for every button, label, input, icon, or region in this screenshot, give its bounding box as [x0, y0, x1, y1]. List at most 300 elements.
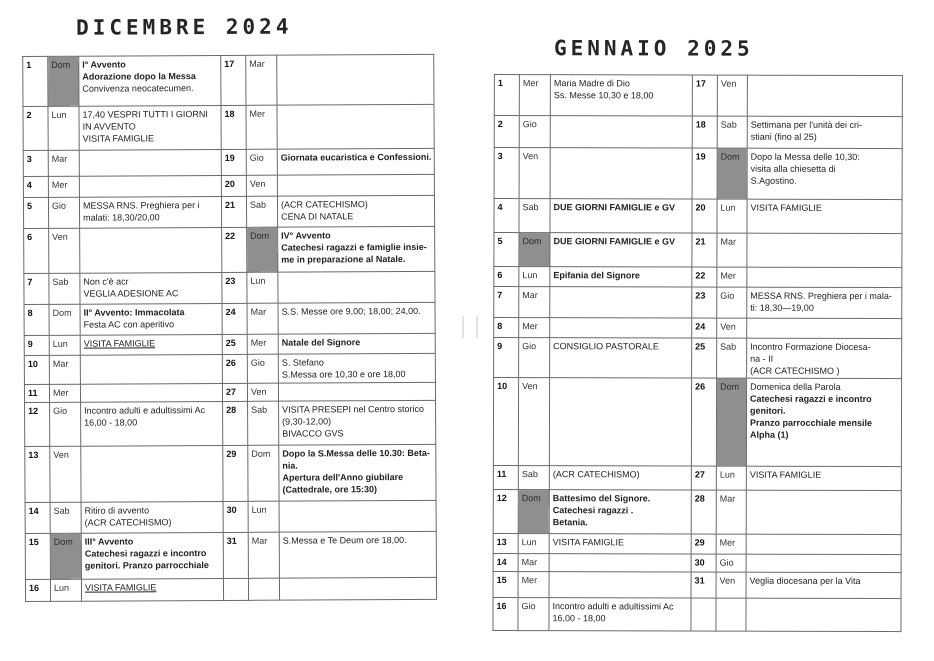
- day-number: 5: [23, 197, 48, 228]
- event-line: Catechesi ragazzi e incontro: [750, 393, 872, 404]
- event-cell: [746, 466, 901, 490]
- event-cell: [81, 501, 223, 533]
- event-line: MESSA RNS. Preghiera per i mala-: [750, 290, 892, 302]
- event-line: (ACR CATECHISMO): [84, 517, 172, 528]
- event-cell: [278, 382, 435, 401]
- day-number: 16: [493, 597, 518, 630]
- day-number: 10: [493, 378, 518, 466]
- weekday-cell: Lun: [717, 199, 747, 233]
- weekday-cell: [716, 598, 746, 631]
- event-cell: [278, 353, 435, 383]
- event-cell: [278, 302, 435, 334]
- day-number: 19: [692, 148, 717, 199]
- day-number: 21: [221, 196, 246, 227]
- event-cell: [277, 148, 434, 175]
- day-number: 15: [493, 571, 518, 597]
- event-cell: [278, 271, 435, 303]
- weekday-cell: Lun: [716, 466, 746, 490]
- event-cell: [550, 287, 692, 318]
- event-cell: [550, 116, 692, 148]
- day-number: 18: [221, 105, 246, 149]
- weekday-cell: Mer: [519, 318, 550, 338]
- day-number: 17: [692, 75, 717, 116]
- event-line: Convivenza neocatecumen.: [82, 83, 194, 94]
- event-cell: [79, 55, 221, 106]
- day-number: 30: [223, 501, 248, 532]
- event-line: S.Messa e Te Deum ore 18,00.: [282, 534, 407, 546]
- table-row: [25, 500, 436, 533]
- event-cell: [278, 333, 435, 354]
- day-number: 12: [25, 402, 50, 446]
- event-line: VEGLIA ADESIONE AC: [83, 288, 179, 299]
- december-page: [22, 12, 437, 602]
- event-line: I° Avvento: [82, 59, 126, 70]
- weekday-cell: Gio: [716, 554, 746, 572]
- day-number: 26: [691, 378, 716, 466]
- event-line: S.Messa ore 10,30 e ore 18,00: [281, 368, 406, 380]
- weekday-cell: Sab: [246, 196, 277, 227]
- table-row: [24, 382, 435, 402]
- day-number: 11: [24, 384, 49, 402]
- event-line: CENA DI NATALE: [281, 211, 354, 222]
- table-row: [494, 267, 902, 288]
- event-cell: [550, 233, 692, 267]
- event-cell: [81, 578, 223, 601]
- weekday-cell: Mer: [247, 334, 278, 354]
- weekday-cell: Dom: [247, 227, 278, 272]
- day-number: 6: [24, 228, 49, 273]
- table-row: [23, 104, 434, 150]
- event-cell: [80, 272, 222, 304]
- event-cell: [279, 577, 436, 600]
- event-cell: [279, 500, 436, 532]
- day-number: 31: [223, 532, 248, 578]
- day-number: 10: [24, 355, 49, 384]
- event-cell: [279, 444, 436, 501]
- weekday-cell: Lun: [519, 267, 550, 287]
- weekday-cell: Mer: [48, 176, 79, 197]
- table-row: [24, 271, 435, 304]
- event-line: (ACR CATECHISMO): [280, 199, 368, 210]
- day-number: 25: [692, 338, 717, 378]
- january-calendar-table: [492, 74, 902, 632]
- day-number: 2: [23, 106, 48, 150]
- day-number: [223, 578, 248, 600]
- event-line: VISITA FAMIGLIE: [82, 133, 155, 144]
- day-number: 7: [494, 287, 519, 318]
- table-row: [23, 195, 434, 228]
- event-cell: [746, 534, 901, 554]
- day-number: 1: [494, 75, 519, 116]
- weekday-cell: Lun: [50, 579, 81, 601]
- weekday-cell: Mer: [518, 572, 549, 598]
- table-row: [24, 333, 435, 355]
- event-line: 16,00 - 18,00: [84, 417, 138, 428]
- table-row: [493, 465, 901, 490]
- weekday-cell: Lun: [49, 335, 80, 355]
- weekday-cell: Sab: [717, 116, 747, 148]
- event-cell: [550, 75, 692, 116]
- day-number: 9: [24, 335, 49, 355]
- event-cell: [277, 54, 434, 105]
- event-cell: [746, 378, 901, 466]
- day-number: 28: [223, 401, 248, 445]
- day-number: 19: [221, 149, 246, 175]
- weekday-cell: Dom: [518, 490, 549, 534]
- event-line: na - II: [750, 353, 774, 364]
- weekday-cell: Mer: [246, 105, 277, 149]
- weekday-cell: Ven: [50, 446, 81, 502]
- december-calendar-table: [22, 54, 437, 602]
- january-page: [492, 34, 902, 632]
- event-line: IV° Avvento: [281, 230, 331, 241]
- event-cell: [747, 267, 902, 287]
- event-line: genitori.: [750, 405, 786, 416]
- event-cell: [747, 116, 902, 148]
- weekday-cell: Dom: [50, 533, 81, 579]
- weekday-cell: Sab: [49, 273, 80, 304]
- weekday-cell: Mar: [247, 303, 278, 334]
- day-number: 3: [23, 150, 48, 176]
- event-line: III° Avvento: [84, 536, 134, 547]
- event-line: Domenica della Parola: [750, 381, 841, 392]
- day-number: 29: [691, 534, 716, 554]
- event-line: Non c'è acr: [83, 276, 129, 287]
- day-number: 24: [692, 318, 717, 338]
- event-cell: [550, 318, 692, 338]
- weekday-cell: Sab: [50, 502, 81, 533]
- event-line: CONSIGLIO PASTORALE: [553, 341, 659, 352]
- day-number: 30: [691, 554, 716, 572]
- event-cell: [747, 233, 902, 267]
- table-row: [24, 226, 435, 273]
- event-cell: [81, 401, 223, 446]
- day-number: 11: [493, 465, 518, 489]
- day-number: 4: [23, 176, 48, 197]
- event-line: Veglia diocesana per la Vita: [749, 575, 861, 586]
- page-fold-mark: [462, 316, 478, 338]
- day-number: 4: [494, 199, 519, 233]
- weekday-cell: Dom: [48, 56, 79, 106]
- event-cell: [278, 226, 435, 272]
- event-cell: [746, 554, 901, 572]
- event-line: Giornata eucaristica e Confessioni.: [280, 151, 432, 163]
- weekday-cell: Mer: [716, 534, 746, 554]
- event-cell: [79, 196, 221, 228]
- day-number: 31: [691, 572, 716, 598]
- day-number: 22: [222, 227, 247, 272]
- event-line: nia.: [282, 460, 298, 471]
- weekday-cell: Mar: [717, 233, 747, 267]
- table-row: [494, 338, 902, 379]
- event-line: Dopo la Messa delle 10,30:: [750, 151, 860, 162]
- day-number: 20: [692, 199, 717, 233]
- event-line: Pranzo parrocchiale mensile: [749, 417, 873, 428]
- table-row: [494, 116, 902, 149]
- weekday-cell: Mar: [519, 287, 550, 318]
- day-number: 21: [692, 233, 717, 267]
- event-line: VISITA FAMIGLIE: [750, 202, 822, 213]
- weekday-cell: Mar: [716, 490, 746, 534]
- weekday-cell: Dom: [248, 445, 279, 501]
- event-line: Incontro adulti e adultissimi Ac: [552, 601, 674, 612]
- weekday-cell: Gio: [48, 197, 79, 228]
- day-number: 3: [494, 148, 519, 199]
- day-number: 27: [222, 383, 247, 401]
- weekday-cell: Gio: [247, 354, 278, 383]
- weekday-cell: Mar: [49, 355, 80, 384]
- event-line: IN AVVENTO: [82, 121, 136, 132]
- day-number: 22: [692, 267, 717, 287]
- weekday-cell: Dom: [49, 304, 80, 335]
- event-cell: [746, 572, 901, 598]
- weekday-cell: Gio: [246, 149, 277, 175]
- day-number: 5: [494, 233, 519, 267]
- event-cell: [549, 572, 691, 598]
- day-number: 20: [221, 175, 246, 196]
- weekday-cell: Sab: [518, 466, 549, 490]
- weekday-cell: Ven: [717, 75, 747, 116]
- event-cell: [80, 227, 222, 273]
- event-line: Settimana per l'unità dei cri-: [750, 119, 863, 130]
- event-cell: [747, 338, 902, 378]
- event-line: Ss. Messe 10,30 e 18,00: [553, 90, 654, 101]
- weekday-cell: Dom: [716, 378, 746, 466]
- weekday-cell: Sab: [717, 338, 747, 378]
- event-line: (9,30-12,00): [282, 416, 332, 427]
- event-cell: [747, 148, 902, 199]
- weekday-cell: Gio: [518, 598, 549, 631]
- event-line: Adorazione dopo la Messa: [82, 71, 196, 82]
- event-cell: [549, 378, 691, 466]
- event-cell: [747, 199, 902, 233]
- weekday-cell: Ven: [49, 228, 80, 273]
- table-row: [25, 531, 436, 579]
- table-row: [25, 444, 436, 502]
- event-line: Dopo la S.Messa delle 10.30: Beta-: [282, 447, 430, 459]
- event-line: Catechesi ragazzi .: [552, 505, 634, 516]
- event-line: VISITA FAMIGLIE: [749, 469, 822, 480]
- weekday-cell: Dom: [519, 233, 550, 267]
- table-row: [493, 571, 901, 598]
- event-cell: [747, 287, 902, 318]
- event-line: II° Avvento: Immacolata: [83, 307, 185, 318]
- day-number: 29: [223, 445, 248, 501]
- event-cell: [81, 532, 223, 579]
- day-number: 9: [494, 338, 519, 378]
- event-cell: [277, 195, 434, 227]
- weekday-cell: Lun: [248, 501, 279, 532]
- event-line: stiani (fino al 25): [750, 131, 817, 142]
- event-cell: [549, 534, 691, 554]
- event-cell: [81, 445, 223, 502]
- weekday-cell: Lun: [247, 272, 278, 303]
- event-cell: [79, 105, 221, 150]
- event-cell: [550, 199, 692, 233]
- weekday-cell: Sab: [519, 199, 550, 233]
- event-cell: [550, 267, 692, 287]
- weekday-cell: [248, 578, 279, 600]
- weekday-cell: Gio: [519, 338, 550, 378]
- event-cell: [747, 318, 902, 338]
- event-cell: [80, 334, 222, 355]
- table-row: [24, 302, 435, 335]
- table-row: [24, 353, 435, 384]
- table-row: [493, 489, 901, 534]
- event-line: Maria Madre di Dio: [553, 78, 630, 89]
- weekday-cell: Ven: [519, 148, 550, 199]
- day-number: 23: [692, 287, 717, 318]
- event-cell: [746, 598, 901, 631]
- day-number: 1: [23, 56, 48, 106]
- weekday-cell: Gio: [717, 287, 747, 318]
- event-line: me in preparazione al Natale.: [281, 253, 406, 265]
- day-number: 13: [493, 533, 518, 553]
- table-row: [493, 378, 901, 467]
- weekday-cell: Mar: [246, 55, 277, 105]
- event-line: VISITA FAMIGLIE: [84, 582, 157, 593]
- event-line: VISITA FAMIGLIE: [83, 338, 156, 349]
- table-row: [494, 75, 902, 117]
- weekday-cell: Dom: [717, 148, 747, 199]
- day-number: 8: [494, 318, 519, 338]
- event-line: VISITA PRESEPI nel Centro storico: [282, 403, 424, 415]
- day-number: 18: [692, 116, 717, 148]
- event-line: ti: 18,30—19,00: [750, 302, 814, 313]
- table-row: [493, 553, 901, 572]
- table-row: [493, 533, 901, 554]
- month-title-january: GENNAIO 2025: [553, 36, 754, 61]
- weekday-cell: Gio: [50, 402, 81, 446]
- event-line: MESSA RNS. Preghiera per i: [82, 200, 200, 211]
- table-row: [494, 287, 902, 319]
- event-line: (ACR CATECHISMO ): [750, 365, 840, 376]
- weekday-cell: Mer: [519, 75, 550, 116]
- day-number: 26: [222, 354, 247, 383]
- day-number: 28: [691, 490, 716, 534]
- event-cell: [747, 75, 902, 116]
- event-line: S. Stefano: [281, 357, 324, 368]
- table-row: [494, 148, 902, 200]
- event-cell: [279, 400, 436, 445]
- event-line: DUE GIORNI FAMIGLIE e GV: [553, 236, 675, 247]
- event-line: Natale del Signore: [281, 337, 361, 348]
- month-title-december: DICEMBRE 2024: [76, 14, 293, 40]
- weekday-cell: Ven: [247, 383, 278, 401]
- event-line: Apertura dell'Anno giubilare: [282, 472, 404, 483]
- table-row: [23, 54, 434, 106]
- event-line: Incontro Formazione Diocesa-: [750, 341, 871, 352]
- event-cell: [549, 466, 691, 490]
- event-cell: [550, 338, 692, 378]
- event-line: Ritiro di avvento: [84, 505, 150, 516]
- event-line: malati: 18,30/20,00: [83, 212, 160, 223]
- day-number: 25: [222, 334, 247, 354]
- event-line: BIVACCO GVS: [282, 428, 344, 439]
- table-row: [494, 199, 902, 234]
- event-line: Festa AC con aperitivo: [83, 319, 175, 330]
- day-number: 16: [25, 579, 50, 601]
- event-line: Epifania del Signore: [553, 270, 640, 281]
- event-cell: [277, 104, 434, 149]
- day-number: 6: [494, 267, 519, 287]
- day-number: 2: [494, 116, 519, 148]
- weekday-cell: Mer: [717, 267, 747, 287]
- event-line: Catechesi ragazzi e incontro: [84, 548, 207, 559]
- weekday-cell: Sab: [248, 401, 279, 445]
- event-line: genitori. Pranzo parrocchiale: [84, 560, 209, 571]
- event-cell: [80, 354, 222, 384]
- table-row: [23, 148, 434, 176]
- day-number: 13: [25, 446, 50, 502]
- day-number: 14: [493, 553, 518, 571]
- event-line: Betania.: [552, 517, 588, 528]
- table-row: [493, 597, 901, 631]
- day-number: 27: [691, 466, 716, 490]
- table-row: [494, 233, 902, 268]
- event-cell: [277, 174, 434, 196]
- day-number: 24: [222, 303, 247, 334]
- event-line: visita alla chiesetta di: [750, 163, 836, 174]
- table-row: [25, 577, 436, 601]
- weekday-cell: Mar: [518, 554, 549, 572]
- event-line: 17,40 VESPRI TUTTI I GIORNI: [82, 109, 208, 120]
- event-line: Alpha (1): [749, 429, 789, 440]
- event-line: Incontro adulti e adultissimi Ac: [84, 405, 206, 416]
- event-cell: [79, 149, 221, 176]
- table-row: [494, 318, 902, 339]
- weekday-cell: Gio: [519, 116, 550, 148]
- event-cell: [549, 554, 691, 572]
- event-cell: [80, 383, 222, 402]
- day-number: 17: [221, 55, 246, 105]
- event-line: 16,00 - 18,00: [552, 613, 606, 624]
- event-line: (Cattedrale, ore 15:30): [282, 484, 378, 495]
- day-number: 15: [25, 533, 50, 579]
- weekday-cell: Ven: [246, 175, 277, 196]
- day-number: 14: [25, 502, 50, 533]
- table-row: [25, 400, 436, 446]
- weekday-cell: Lun: [48, 106, 79, 150]
- event-line: S.S. Messe ore 9,00; 18,00; 24,00.: [281, 305, 421, 317]
- weekday-cell: Lun: [518, 534, 549, 554]
- weekday-cell: Mer: [49, 384, 80, 402]
- event-cell: [549, 598, 691, 631]
- day-number: 7: [24, 273, 49, 304]
- event-cell: [746, 490, 901, 534]
- day-number: 23: [222, 272, 247, 303]
- weekday-cell: Ven: [518, 378, 549, 466]
- weekday-cell: Ven: [717, 318, 747, 338]
- weekday-cell: Mar: [48, 150, 79, 176]
- table-row: [23, 174, 434, 197]
- event-cell: [80, 303, 222, 335]
- weekday-cell: Mar: [248, 532, 279, 578]
- day-number: 8: [24, 304, 49, 335]
- event-cell: [550, 148, 692, 199]
- event-cell: [549, 490, 691, 534]
- event-line: Catechesi ragazzi e famiglie insie-: [281, 241, 427, 253]
- day-number: [691, 598, 716, 631]
- event-line: DUE GIORNI FAMIGLIE e GV: [553, 202, 676, 213]
- event-line: S.Agostino.: [750, 175, 797, 186]
- event-cell: [79, 175, 221, 197]
- day-number: 12: [493, 489, 518, 533]
- event-line: VISITA FAMIGLIE: [552, 537, 625, 548]
- event-line: Battesimo del Signore.: [552, 493, 651, 504]
- event-cell: [279, 531, 436, 578]
- weekday-cell: Ven: [716, 572, 746, 598]
